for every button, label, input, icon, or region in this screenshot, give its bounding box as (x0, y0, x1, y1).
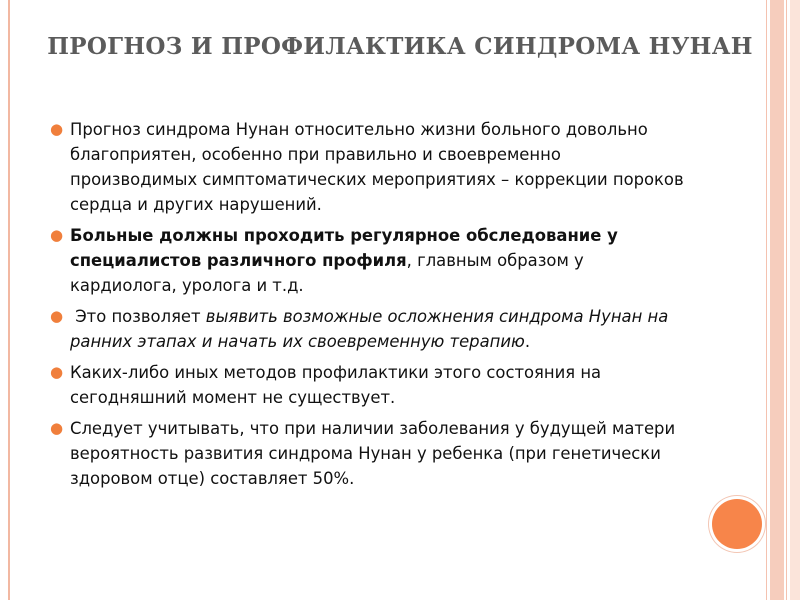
bullet-icon: ● (50, 120, 64, 138)
right-stripe (790, 0, 800, 600)
item-text: Прогноз синдрома Нунан относительно жизни больного довольно благоприятен, особенно при правильно и своевременно производимых симптоматических мероприятиях – коррекции пороков сердца и других нарушений. (70, 120, 684, 214)
list-item (50, 360, 690, 410)
bullet-icon: ● (50, 363, 64, 381)
item-text: Следует учитывать, что при наличии заболевания у будущей матери вероятность развития синдрома Нунан у ребенка (при генетически здоровом отце) составляет 50%. (70, 419, 676, 488)
item-text: Это позволяет (70, 307, 206, 326)
right-stripe (786, 0, 787, 600)
bullet-icon: ● (50, 419, 64, 437)
item-bold-text: Больные должны проходить регулярное обследование у специалистов различного профиля (70, 226, 618, 270)
bullet-icon: ● (50, 226, 64, 244)
list-item (50, 223, 690, 298)
right-stripe (770, 0, 784, 600)
left-border-line (8, 0, 10, 600)
list-item (50, 117, 690, 217)
list-item (50, 416, 690, 491)
bullet-icon: ● (50, 307, 64, 325)
item-italic-text: выявить возможные осложнения синдрома Нунан на ранних этапах и начать их своевременную терапию (70, 307, 669, 351)
list-item (50, 304, 690, 354)
item-text: . (524, 332, 531, 351)
item-text: , главным образом у кардиолога, уролога и т.д. (70, 251, 584, 295)
decorative-circle (712, 499, 762, 549)
slide-title: ПРОГНОЗ И ПРОФИЛАКТИКА СИНДРОМА НУНАН (47, 33, 753, 60)
bullet-list (50, 117, 690, 497)
item-text: Каких-либо иных методов профилактики этого состояния на сегодняшний момент не существует. (70, 363, 602, 407)
right-stripe (766, 0, 767, 600)
